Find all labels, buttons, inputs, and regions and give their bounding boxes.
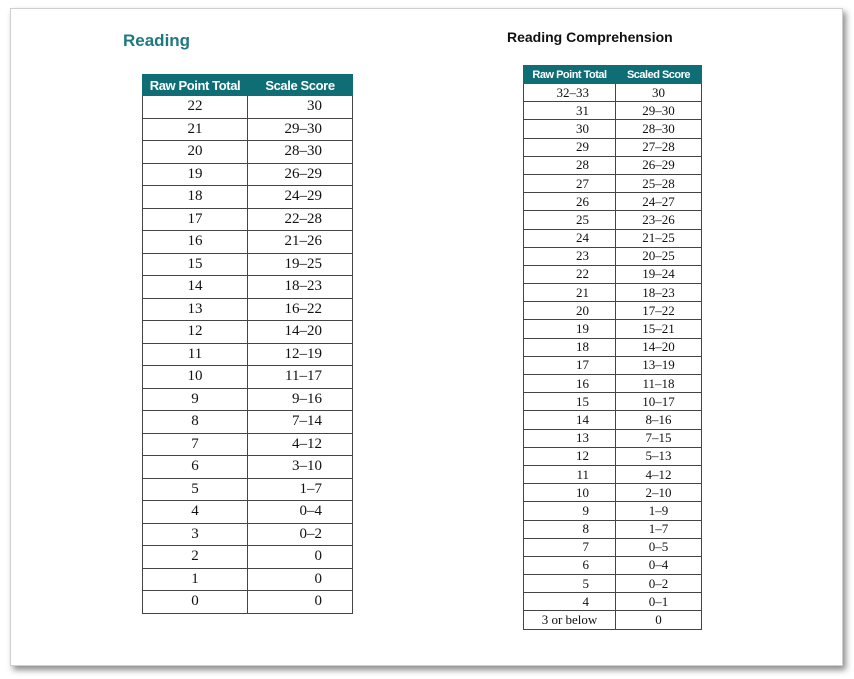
raw-point-cell: 19 <box>524 320 616 338</box>
raw-point-cell: 21 <box>143 118 248 141</box>
table-row <box>524 465 702 483</box>
table-row <box>524 229 702 247</box>
raw-point-cell: 18 <box>524 338 616 356</box>
reading-score-table <box>142 74 353 614</box>
reading-comprehension-title: Reading Comprehension <box>507 29 673 45</box>
scale-score-cell: 0 <box>248 546 353 569</box>
scale-score-cell: 0 <box>248 591 353 614</box>
raw-point-cell: 4 <box>143 501 248 524</box>
scale-score-cell: 17–22 <box>616 302 702 320</box>
table-row <box>524 284 702 302</box>
table-row <box>524 120 702 138</box>
scale-score-cell: 4–12 <box>248 433 353 456</box>
raw-point-cell: 7 <box>524 538 616 556</box>
raw-point-cell: 13 <box>524 429 616 447</box>
raw-point-cell: 15 <box>143 253 248 276</box>
column-header-raw-point-total: Raw Point Total <box>143 75 248 96</box>
raw-point-cell: 16 <box>524 375 616 393</box>
scale-score-cell: 7–15 <box>616 429 702 447</box>
table-row <box>524 84 702 102</box>
raw-point-cell: 1 <box>143 568 248 591</box>
reading-title: Reading <box>123 31 191 50</box>
scale-score-cell: 14–20 <box>248 321 353 344</box>
raw-point-cell: 24 <box>524 229 616 247</box>
scale-score-cell: 9–16 <box>248 388 353 411</box>
scale-score-cell: 7–14 <box>248 411 353 434</box>
scale-score-cell: 11–18 <box>616 375 702 393</box>
scale-score-cell: 0–2 <box>616 575 702 593</box>
table-row <box>524 520 702 538</box>
raw-point-cell: 20 <box>143 141 248 164</box>
raw-point-cell: 21 <box>524 284 616 302</box>
table-row <box>143 231 353 254</box>
raw-point-cell: 27 <box>524 174 616 192</box>
table-row <box>524 429 702 447</box>
raw-point-cell: 8 <box>143 411 248 434</box>
scale-score-cell: 14–20 <box>616 338 702 356</box>
raw-point-cell: 12 <box>143 321 248 344</box>
table-row <box>524 356 702 374</box>
raw-point-cell: 2 <box>143 546 248 569</box>
table-row <box>524 447 702 465</box>
scale-score-cell: 11–17 <box>248 366 353 389</box>
table-row <box>524 538 702 556</box>
table-row <box>524 484 702 502</box>
raw-point-cell: 10 <box>143 366 248 389</box>
table-row <box>143 433 353 456</box>
table-row <box>143 366 353 389</box>
scale-score-cell: 24–27 <box>616 193 702 211</box>
column-header-raw-point-total: Raw Point Total <box>524 66 616 84</box>
table-row <box>524 211 702 229</box>
table-row <box>143 523 353 546</box>
raw-point-cell: 5 <box>524 575 616 593</box>
scale-score-cell: 29–30 <box>248 118 353 141</box>
scale-score-cell: 28–30 <box>616 120 702 138</box>
raw-point-cell: 28 <box>524 156 616 174</box>
raw-point-cell: 29 <box>524 138 616 156</box>
table-row <box>143 546 353 569</box>
raw-point-cell: 8 <box>524 520 616 538</box>
table-row <box>524 502 702 520</box>
raw-point-cell: 0 <box>143 591 248 614</box>
raw-point-cell: 19 <box>143 163 248 186</box>
scale-score-cell: 0–4 <box>616 556 702 574</box>
table-row <box>524 247 702 265</box>
table-row <box>143 501 353 524</box>
table-row <box>524 393 702 411</box>
scale-score-cell: 20–25 <box>616 247 702 265</box>
table-row <box>143 208 353 231</box>
table-row <box>143 456 353 479</box>
raw-point-cell: 14 <box>524 411 616 429</box>
table-row <box>143 388 353 411</box>
scale-score-cell: 25–28 <box>616 174 702 192</box>
table-row <box>524 556 702 574</box>
scale-score-cell: 22–28 <box>248 208 353 231</box>
raw-point-cell: 14 <box>143 276 248 299</box>
raw-point-cell: 4 <box>524 593 616 611</box>
raw-point-cell: 22 <box>524 265 616 283</box>
scale-score-cell: 30 <box>248 96 353 119</box>
raw-point-cell: 22 <box>143 96 248 119</box>
table-row <box>524 302 702 320</box>
reading-table-body <box>143 96 353 614</box>
table-row <box>524 265 702 283</box>
table-row <box>143 163 353 186</box>
table-row <box>143 298 353 321</box>
table-row <box>143 186 353 209</box>
scale-score-cell: 1–7 <box>616 520 702 538</box>
raw-point-cell: 9 <box>524 502 616 520</box>
raw-point-cell: 13 <box>143 298 248 321</box>
raw-point-cell: 7 <box>143 433 248 456</box>
raw-point-cell: 17 <box>143 208 248 231</box>
raw-point-cell: 9 <box>143 388 248 411</box>
document-page <box>10 8 843 666</box>
table-row <box>524 102 702 120</box>
scale-score-cell: 24–29 <box>248 186 353 209</box>
table-row <box>143 478 353 501</box>
scale-score-cell: 0 <box>248 568 353 591</box>
scale-score-cell: 19–24 <box>616 265 702 283</box>
scale-score-cell: 1–7 <box>248 478 353 501</box>
raw-point-cell: 20 <box>524 302 616 320</box>
scale-score-cell: 8–16 <box>616 411 702 429</box>
scale-score-cell: 10–17 <box>616 393 702 411</box>
scale-score-cell: 29–30 <box>616 102 702 120</box>
scale-score-cell: 12–19 <box>248 343 353 366</box>
raw-point-cell: 31 <box>524 102 616 120</box>
table-row <box>524 375 702 393</box>
raw-point-cell: 11 <box>524 465 616 483</box>
raw-point-cell: 3 or below <box>524 611 616 629</box>
scale-score-cell: 15–21 <box>616 320 702 338</box>
scale-score-cell: 0–5 <box>616 538 702 556</box>
scale-score-cell: 3–10 <box>248 456 353 479</box>
scale-score-cell: 0 <box>616 611 702 629</box>
table-row <box>143 343 353 366</box>
raw-point-cell: 5 <box>143 478 248 501</box>
scale-score-cell: 13–19 <box>616 356 702 374</box>
scale-score-cell: 2–10 <box>616 484 702 502</box>
raw-point-cell: 23 <box>524 247 616 265</box>
table-row <box>143 276 353 299</box>
raw-point-cell: 6 <box>143 456 248 479</box>
scale-score-cell: 18–23 <box>248 276 353 299</box>
raw-point-cell: 25 <box>524 211 616 229</box>
raw-point-cell: 15 <box>524 393 616 411</box>
column-header-scaled-score: Scaled Score <box>616 66 702 84</box>
scale-score-cell: 0–1 <box>616 593 702 611</box>
table-header-row <box>143 75 353 96</box>
table-row <box>143 96 353 119</box>
table-row <box>524 193 702 211</box>
column-header-scale-score: Scale Score <box>248 75 353 96</box>
table-row <box>143 253 353 276</box>
scale-score-cell: 4–12 <box>616 465 702 483</box>
table-row <box>524 174 702 192</box>
table-row <box>524 593 702 611</box>
raw-point-cell: 10 <box>524 484 616 502</box>
reading-comprehension-table-body <box>524 84 702 630</box>
raw-point-cell: 16 <box>143 231 248 254</box>
scale-score-cell: 28–30 <box>248 141 353 164</box>
table-row <box>143 118 353 141</box>
raw-point-cell: 26 <box>524 193 616 211</box>
scale-score-cell: 16–22 <box>248 298 353 321</box>
raw-point-cell: 11 <box>143 343 248 366</box>
raw-point-cell: 12 <box>524 447 616 465</box>
raw-point-cell: 3 <box>143 523 248 546</box>
table-row <box>143 321 353 344</box>
scale-score-cell: 21–26 <box>248 231 353 254</box>
table-row <box>524 611 702 629</box>
table-row <box>143 141 353 164</box>
raw-point-cell: 18 <box>143 186 248 209</box>
table-row <box>143 568 353 591</box>
scale-score-cell: 0–2 <box>248 523 353 546</box>
table-row <box>524 156 702 174</box>
table-row <box>524 138 702 156</box>
table-row <box>143 591 353 614</box>
raw-point-cell: 17 <box>524 356 616 374</box>
scale-score-cell: 5–13 <box>616 447 702 465</box>
raw-point-cell: 32–33 <box>524 84 616 102</box>
scale-score-cell: 21–25 <box>616 229 702 247</box>
table-row <box>524 411 702 429</box>
table-row <box>524 338 702 356</box>
scale-score-cell: 27–28 <box>616 138 702 156</box>
table-row <box>524 575 702 593</box>
raw-point-cell: 6 <box>524 556 616 574</box>
scale-score-cell: 30 <box>616 84 702 102</box>
scale-score-cell: 26–29 <box>616 156 702 174</box>
raw-point-cell: 30 <box>524 120 616 138</box>
table-row <box>143 411 353 434</box>
scale-score-cell: 0–4 <box>248 501 353 524</box>
scale-score-cell: 23–26 <box>616 211 702 229</box>
scale-score-cell: 1–9 <box>616 502 702 520</box>
table-header-row <box>524 66 702 84</box>
reading-comprehension-score-table <box>523 65 702 630</box>
scale-score-cell: 18–23 <box>616 284 702 302</box>
table-row <box>524 320 702 338</box>
scale-score-cell: 19–25 <box>248 253 353 276</box>
scale-score-cell: 26–29 <box>248 163 353 186</box>
